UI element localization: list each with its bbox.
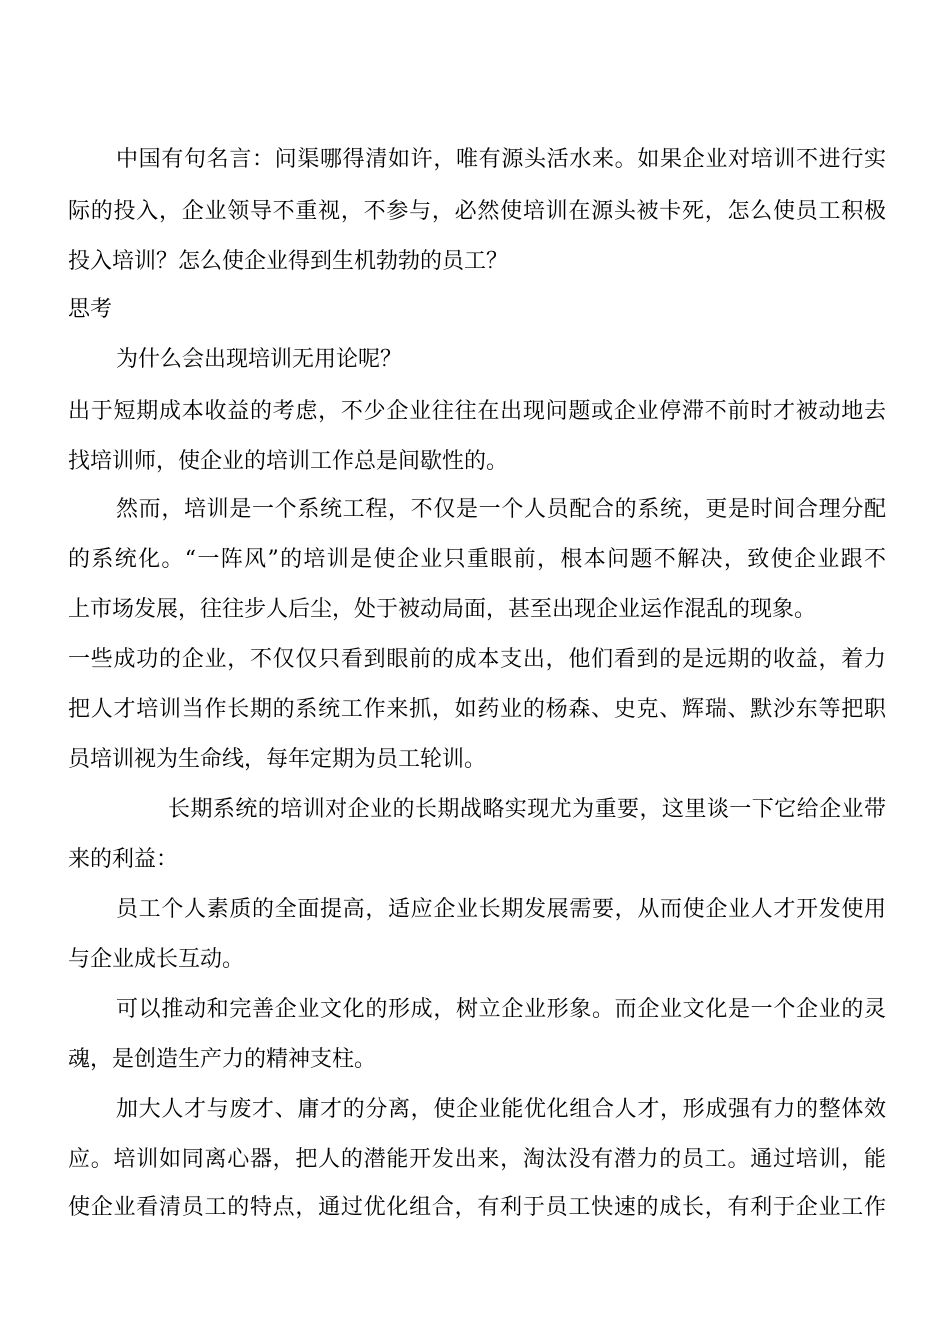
paragraph-1-line-1: 中国有句名言：问渠哪得清如许，唯有源头活水来。如果企业对培训不进行实 [116,147,886,172]
paragraph-10-line-2: 应。培训如同离心器，把人的潜能开发出来，淘汰没有潜力的员工。通过培训，能 [68,1147,886,1172]
paragraph-5-line-2: 的系统化。“一阵风”的培训是使企业只重眼前，根本问题不解决，致使企业跟不 [68,547,886,572]
question-line: 为什么会出现培训无用论呢？ [116,347,403,372]
paragraph-5-line-1: 然而，培训是一个系统工程，不仅是一个人员配合的系统，更是时间合理分配 [116,497,886,522]
paragraph-9-line-1: 可以推动和完善企业文化的形成，树立企业形象。而企业文化是一个企业的灵 [116,997,886,1022]
section-heading: 思考 [68,297,113,322]
paragraph-6-line-3: 员培训视为生命线，每年定期为员工轮训。 [68,747,487,772]
paragraph-7-line-1: 长期系统的培训对企业的长期战略实现尤为重要，这里谈一下它给企业带 [168,797,886,822]
paragraph-8-line-2: 与企业成长互动。 [68,947,245,972]
paragraph-4-line-1: 出于短期成本收益的考虑，不少企业往往在出现问题或企业停滞不前时才被动地去 [68,399,886,424]
paragraph-7-line-2: 来的利益： [68,847,179,872]
paragraph-6-line-1: 一些成功的企业，不仅仅只看到眼前的成本支出，他们看到的是远期的收益，着力 [68,647,886,672]
paragraph-1-line-2: 际的投入，企业领导不重视，不参与，必然使培训在源头被卡死，怎么使员工积极 [68,199,886,224]
paragraph-10-line-3: 使企业看清员工的特点，通过优化组合，有利于员工快速的成长，有利于企业工作 [68,1195,886,1220]
paragraph-9-line-2: 魂，是创造生产力的精神支柱。 [68,1047,377,1072]
paragraph-1-line-3: 投入培训？怎么使企业得到生机勃勃的员工？ [68,249,509,274]
paragraph-10-line-1: 加大人才与废才、庸才的分离，使企业能优化组合人才，形成强有力的整体效 [116,1097,886,1122]
paragraph-6-line-2: 把人才培训当作长期的系统工作来抓，如药业的杨森、史克、辉瑞、默沙东等把职 [68,697,886,722]
paragraph-4-line-2: 找培训师，使企业的培训工作总是间歇性的。 [68,449,509,474]
paragraph-8-line-1: 员工个人素质的全面提高，适应企业长期发展需要，从而使企业人才开发使用 [116,897,886,922]
paragraph-5-line-3: 上市场发展，往往步人后尘，处于被动局面，甚至出现企业运作混乱的现象。 [68,597,817,622]
